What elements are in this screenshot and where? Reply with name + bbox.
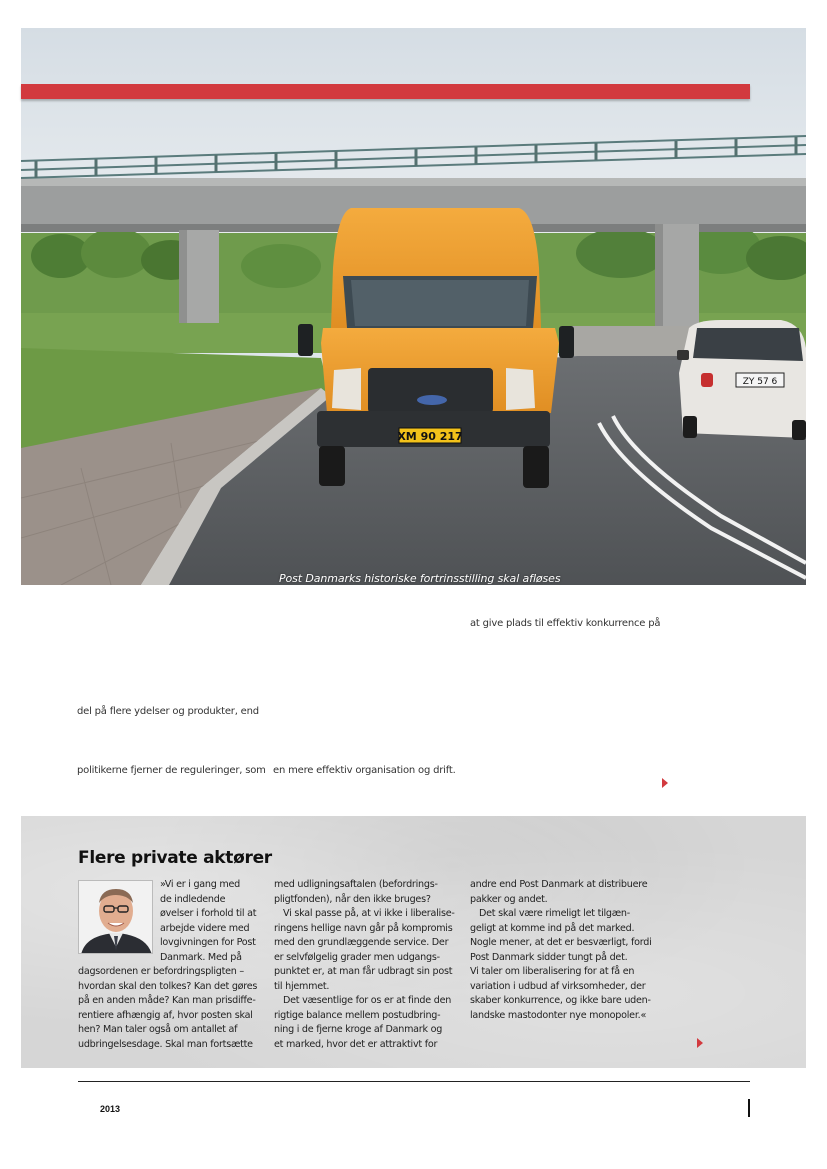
sidebar-text-line: Post Danmark sidder tungt på det. [470,951,628,963]
sidebar-text-line: ning i de fjerne kroge af Danmark og [274,1024,443,1035]
sidebar-text-line: Nogle mener, at det er besværligt, fordi [470,937,652,948]
van-under-bridge-illustration [21,28,806,585]
sidebar-text-line: lovgivningen for Post [160,937,256,948]
footer-rule [78,1081,750,1082]
sidebar-column-1a [160,878,256,965]
white-car [677,320,806,440]
sidebar-text-line: Danmark. Med på [160,951,242,963]
photo-caption: Post Danmarks historiske fortrinsstilling skal afløses [279,572,561,585]
sidebar-text-line: med udligningsaftalen (befordrings- [274,879,438,890]
sidebar-text-line: rentiere afhængig af, hvor posten skal [78,1009,253,1021]
sidebar-text-line: variation i udbud af virksomheder, der [470,980,646,992]
sidebar-text-line: Det skal være rimeligt let tilgæn- [479,908,630,919]
sidebar-title: Flere private aktører [78,848,272,868]
delivery-van [298,208,574,488]
sidebar-text-line: Vi taler om liberalisering for at få en [470,966,635,977]
sidebar-text-line: de indledende [160,893,226,905]
sidebar-text-line: til hjemmet. [274,980,330,992]
body-text-fragment: at give plads til effektiv konkurrence på [470,618,661,629]
sidebar-text-line: dagsordenen er befordringspligten – [78,966,244,977]
sidebar-text-line: ringens hellige navn går på kompromis [274,922,453,934]
body-text-fragment: en mere effektiv organisation og drift. [273,765,456,776]
sidebar-text-line: geligt at komme ind på det marked. [470,922,635,934]
body-text-fragment: del på flere ydelser og produkter, end [77,706,259,717]
sidebar-text-line: på en anden måde? Kan man prisdiffe- [78,995,256,1006]
sidebar-column-1b [78,965,257,1052]
sidebar-column-2 [274,878,455,1052]
sidebar-text-line: pakker og andet. [470,893,548,905]
sidebar-text-line: »Vi er i gang med [160,879,240,890]
sidebar-text-line: rigtige balance mellem postudbring- [274,1009,441,1021]
sidebar-text-line: øvelser i forhold til at [160,908,257,919]
continue-arrow-icon [662,778,668,788]
sidebar-text-line: udbringelsesdage. Skal man fortsætte [78,1038,253,1050]
portrait-photo [78,880,153,954]
van-license-plate: XM 90 217 [397,430,463,443]
footer-year: 2013 [100,1104,121,1114]
sidebar-text-line: arbejde videre med [160,922,250,934]
sidebar-text-line: er selvfølgelig grader men udgangs- [274,951,440,963]
red-accent-band [21,84,750,99]
sidebar-text-line: hen? Man taler også om antallet af [78,1024,238,1035]
footer-end-mark [748,1099,750,1117]
body-text-fragment: politikerne fjerner de reguleringer, som [77,765,266,776]
sidebar-text-line: landske mastodonter nye monopoler.« [470,1009,647,1021]
hero-photo [21,28,806,585]
sidebar-text-line: andre end Post Danmark at distribuere [470,879,648,890]
sidebar-text-line: Det væsentlige for os er at finde den [283,995,452,1006]
sidebar-end-arrow-icon [697,1038,703,1048]
car-license-plate: ZY 57 6 [742,377,778,387]
sidebar-text-line: hvordan skal den tolkes? Kan det gøres [78,980,258,992]
sidebar-column-3 [470,878,652,1023]
sidebar-text-line: pligtfonden), når den ikke bruges? [274,893,431,905]
sidebar-text-line: et marked, hvor det er attraktivt for [274,1038,438,1050]
sidebar-text-line: med den grundlæggende service. Der [274,937,449,948]
sidebar-text-line: skaber konkurrence, og ikke bare uden- [470,995,651,1006]
sidebar-text-line: Vi skal passe på, at vi ikke i liberalise- [283,908,455,919]
sidebar-text-line: punktet er, at man får udbragt sin post [274,966,453,977]
